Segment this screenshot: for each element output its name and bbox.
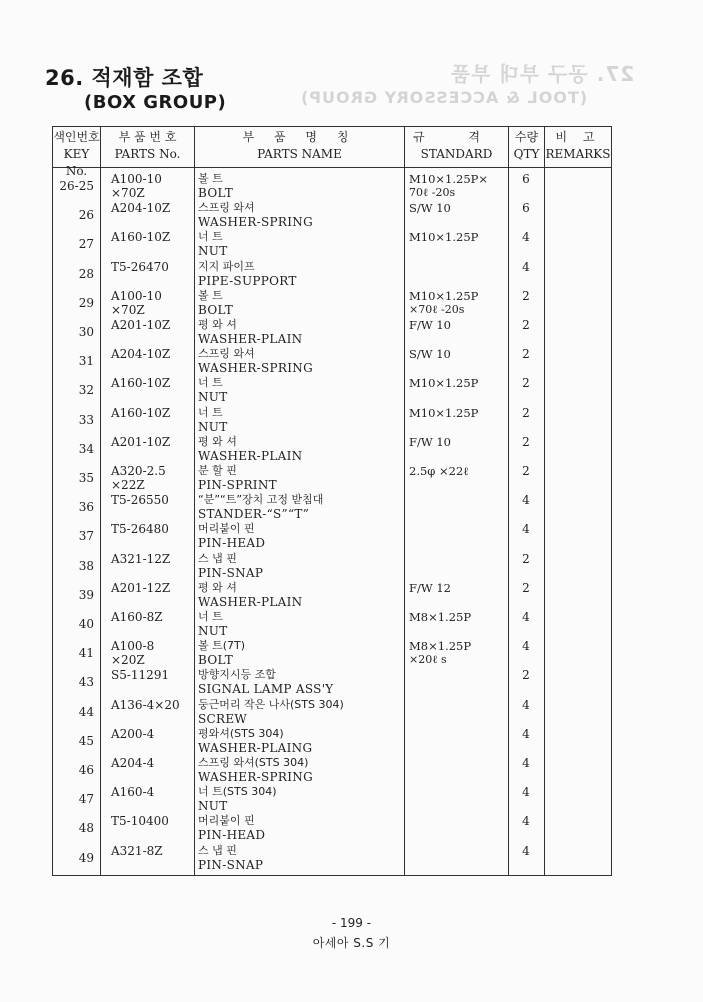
key-no: 37 [78, 529, 94, 544]
quantity: 2 [522, 434, 530, 449]
parts-no-cont: ×70Z [111, 186, 145, 200]
name-english: WASHER-PLAIN [198, 594, 303, 609]
parts-table [52, 126, 612, 876]
name-english: NUT [198, 624, 228, 638]
name-korean: 스프링 와셔 [198, 347, 255, 361]
name-english: WASHER-SPRING [198, 215, 313, 230]
table-row [53, 726, 611, 755]
table-row [53, 580, 611, 609]
table-row [53, 755, 611, 784]
key-no: 27 [78, 237, 94, 252]
key-no: 47 [78, 792, 94, 807]
table-row [53, 229, 611, 258]
name-english: PIN-SNAP [198, 857, 264, 872]
quantity: 4 [522, 259, 530, 274]
header-remarks: 비 고 REMARKS [545, 130, 611, 161]
name-english: SIGNAL LAMP ASS'Y [198, 682, 334, 697]
header-standard: 규 격 STANDARD [413, 130, 500, 161]
name-korean: 평 와 셔 [198, 580, 237, 594]
quantity: 4 [522, 522, 530, 537]
name-korean: 방향지시등 조합 [198, 668, 276, 682]
parts-no: A321-8Z [111, 843, 163, 858]
quantity: 2 [522, 668, 530, 683]
parts-no: A160-10Z [111, 376, 171, 391]
name-korean: 너 트 [198, 610, 223, 623]
standard: M8×1.25P [409, 610, 472, 624]
quantity: 2 [522, 405, 530, 420]
parts-no: A201-10Z [111, 434, 171, 449]
name-english: NUT [198, 419, 228, 434]
page-title: 26. 적재함 조합 [45, 66, 204, 90]
table-row [53, 375, 611, 404]
name-korean: 평 와 셔 [198, 434, 237, 448]
bleed-through-title: 27. 공구 부대 부품 [450, 62, 635, 86]
name-english: WASHER-PLAIN [198, 448, 303, 463]
name-english: PIN-SPRINT [198, 478, 277, 492]
key-no: 39 [78, 587, 94, 602]
standard: M8×1.25P [409, 639, 472, 654]
standard: 2.5φ ×22ℓ [409, 464, 469, 478]
quantity: 2 [522, 580, 530, 595]
name-english: PIN-HEAD [198, 828, 266, 843]
name-english: BOLT [198, 653, 234, 668]
name-english: STANDER-“S”“T” [198, 507, 310, 522]
header-parts-name: 부 품 명 칭 PARTS NAME [242, 130, 357, 161]
standard: S/W 10 [409, 201, 451, 216]
parts-no: A204-4 [111, 756, 155, 770]
quantity: 4 [522, 493, 530, 508]
parts-no: S5-11291 [111, 668, 170, 683]
name-korean: 분 할 핀 [198, 464, 237, 477]
parts-no: T5-10400 [111, 814, 169, 829]
name-korean: 볼 트 [198, 288, 223, 302]
key-no: 34 [78, 441, 94, 456]
quantity: 2 [522, 376, 530, 391]
name-korean: 평와셔(STS 304) [198, 726, 284, 740]
standard: F/W 10 [409, 434, 451, 449]
name-english: BOLT [198, 186, 234, 200]
name-korean: 너 트(STS 304) [198, 785, 277, 799]
table-row [53, 171, 611, 200]
name-korean: 머리붙이 핀 [198, 522, 255, 536]
table-row [53, 609, 611, 638]
table-row [53, 317, 611, 346]
standard: M10×1.25P× [409, 172, 489, 186]
parts-no: T5-26470 [111, 259, 169, 274]
key-no: 33 [78, 412, 94, 427]
name-english: BOLT [198, 302, 234, 317]
table-row [53, 463, 611, 492]
standard: F/W 10 [409, 318, 451, 332]
table-row [53, 667, 611, 696]
publisher-name: 아세아 S.S 기 [312, 936, 391, 950]
table-row [53, 434, 611, 463]
quantity: 4 [522, 843, 530, 858]
quantity: 4 [522, 639, 530, 654]
name-english: NUT [198, 244, 228, 259]
key-no: 28 [78, 266, 94, 281]
parts-no: A100-10 [111, 288, 162, 303]
quantity: 6 [522, 172, 530, 186]
parts-no-cont: ×22Z [111, 478, 145, 492]
name-english: WASHER-SPRING [198, 361, 313, 376]
page-number: - 199 - [331, 916, 372, 930]
parts-no: A160-10Z [111, 405, 171, 420]
key-no: 44 [78, 704, 94, 719]
header-qty: 수량 QTY [513, 130, 540, 161]
name-korean: 둥근머리 작은 나사(STS 304) [198, 697, 344, 711]
key-no: 26-25 [59, 179, 94, 193]
parts-no: A160-10Z [111, 230, 171, 245]
key-no: 31 [78, 354, 94, 369]
standard-cont: ×20ℓ s [409, 653, 447, 667]
name-english: NUT [198, 799, 228, 814]
table-row [53, 551, 611, 580]
quantity: 4 [522, 230, 530, 245]
table-row [53, 813, 611, 842]
table-row [53, 843, 611, 872]
key-no: 35 [78, 471, 94, 485]
name-english: SCREW [198, 711, 248, 726]
name-english: WASHER-SPRING [198, 770, 313, 784]
key-no: 40 [78, 617, 94, 631]
key-no: 48 [78, 821, 94, 836]
name-korean: 스프링 와셔(STS 304) [198, 756, 309, 769]
parts-no: A100-10 [111, 172, 162, 186]
parts-no: A204-10Z [111, 201, 171, 216]
name-korean: 머리붙이 핀 [198, 814, 255, 828]
key-no: 32 [78, 383, 94, 398]
quantity: 2 [522, 551, 530, 566]
quantity: 4 [522, 726, 530, 741]
name-korean: 스 냅 핀 [198, 551, 237, 565]
table-row [53, 259, 611, 288]
key-no: 36 [78, 500, 94, 515]
name-korean: 스 냅 핀 [198, 843, 237, 857]
parts-no: A321-12Z [111, 551, 171, 566]
name-korean: 너 트 [198, 376, 223, 390]
key-no: 30 [78, 325, 94, 339]
standard: M10×1.25P [409, 405, 479, 420]
parts-no: T5-26550 [111, 493, 169, 508]
key-no: 26 [78, 208, 94, 223]
parts-no: A201-10Z [111, 318, 171, 332]
quantity: 4 [522, 814, 530, 829]
standard-cont: ×70ℓ -20s [409, 302, 465, 316]
name-korean: 평 와 셔 [198, 318, 237, 331]
quantity: 4 [522, 610, 530, 624]
quantity: 4 [522, 756, 530, 770]
table-row [53, 784, 611, 813]
table-row [53, 200, 611, 229]
table-row [53, 492, 611, 521]
name-english: PIPE-SUPPORT [198, 273, 297, 288]
key-no: 41 [78, 646, 94, 661]
quantity: 2 [522, 288, 530, 303]
name-english: WASHER-PLAIN [198, 332, 303, 346]
standard: M10×1.25P [409, 288, 479, 303]
quantity: 2 [522, 347, 530, 362]
name-korean: 지지 파이프 [198, 259, 255, 273]
standard: M10×1.25P [409, 376, 479, 391]
key-no: 46 [78, 763, 94, 777]
key-no: 49 [78, 850, 94, 865]
standard: F/W 12 [409, 580, 451, 595]
table-row [53, 521, 611, 550]
name-korean: 볼 트(7T) [198, 639, 246, 653]
parts-no: A204-10Z [111, 347, 171, 362]
name-english: PIN-HEAD [198, 536, 266, 551]
name-english: PIN-SNAP [198, 565, 264, 580]
quantity: 4 [522, 697, 530, 712]
name-korean: 볼 트 [198, 172, 223, 185]
parts-no: T5-26480 [111, 522, 169, 537]
standard: S/W 10 [409, 347, 451, 362]
parts-no: A201-12Z [111, 580, 171, 595]
name-english: WASHER-PLAING [198, 740, 313, 755]
parts-no: A200-4 [111, 726, 155, 741]
parts-no: A160-4 [111, 785, 155, 800]
parts-no: A160-8Z [111, 610, 163, 624]
standard: M10×1.25P [409, 230, 479, 245]
name-korean: 스프링 와셔 [198, 201, 255, 215]
table-row [53, 405, 611, 434]
table-row [53, 638, 611, 667]
key-no: 38 [78, 558, 94, 573]
name-english: NUT [198, 390, 228, 405]
header-key: 색인번호 KEY No. [53, 130, 100, 178]
quantity: 2 [522, 464, 530, 478]
key-no: 43 [78, 675, 94, 690]
parts-no-cont: ×70Z [111, 302, 145, 317]
name-korean: 너 트 [198, 405, 223, 419]
parts-no: A100-8 [111, 639, 155, 654]
table-row [53, 288, 611, 317]
parts-no: A136-4×20 [111, 697, 180, 712]
page-subtitle: (BOX GROUP) [84, 92, 227, 113]
parts-no-cont: ×20Z [111, 653, 145, 668]
table-row [53, 697, 611, 726]
header-divider [53, 167, 611, 168]
table-row [53, 346, 611, 375]
header-parts-no: 부 품 번 호 PARTS No. [114, 130, 181, 161]
bleed-through-subtitle: (TOOL & ACCESSORY GROUP) [300, 88, 588, 107]
quantity: 2 [522, 318, 530, 332]
standard-cont: 70ℓ -20s [409, 186, 456, 199]
name-korean: 너 트 [198, 230, 223, 244]
key-no: 29 [78, 295, 94, 310]
name-korean: “분”“트”장치 고정 받침대 [198, 493, 324, 507]
key-no: 45 [78, 733, 94, 748]
parts-no: A320-2.5 [111, 464, 166, 478]
quantity: 4 [522, 785, 530, 800]
quantity: 6 [522, 201, 530, 216]
